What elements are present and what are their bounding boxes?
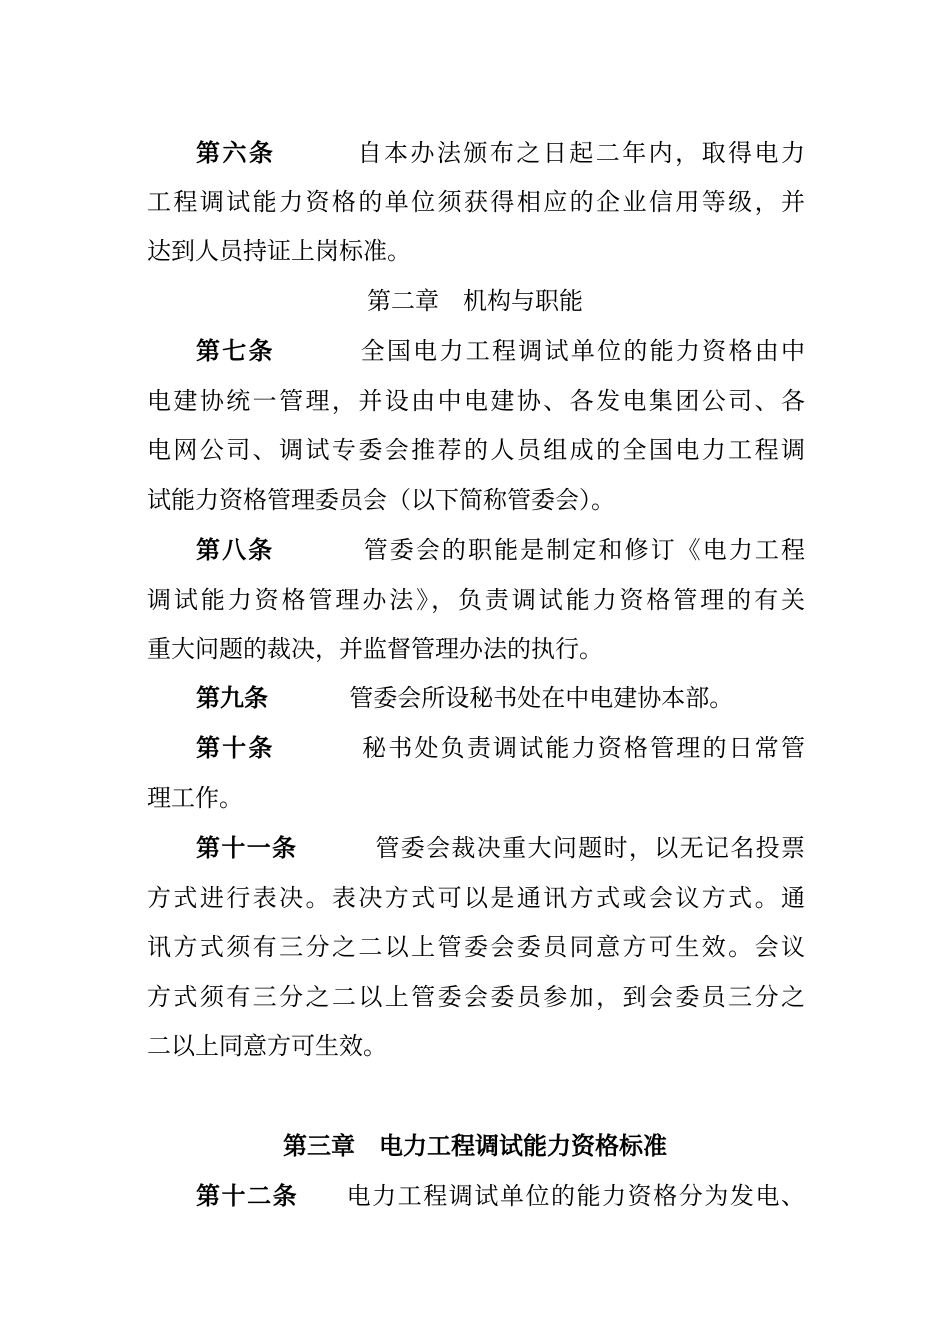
article-10-line-2: 理工作。 [147,784,243,812]
chapter-2-heading: 第二章 机构与职能 [367,287,583,315]
article-8-text-1: 管委会的职能是制定和修订《电力工程 [363,536,805,564]
article-11-label: 第十一条 [196,833,298,862]
article-6-line-2: 工程调试能力资格的单位须获得相应的企业信用等级，并 [147,188,805,216]
article-8-line-2: 调试能力资格管理办法》，负责调试能力资格管理的有关 [147,586,805,614]
article-9-text-1: 管委会所设秘书处在中电建协本部。 [349,684,734,712]
article-9-label: 第九条 [196,683,268,712]
article-11-line-5: 二以上同意方可生效。 [147,1032,387,1060]
article-9-line-1 [196,681,805,715]
article-7-text-1: 全国电力工程调试单位的能力资格由中 [360,337,805,365]
article-10-label: 第十条 [196,733,275,762]
article-11-line-2: 方式进行表决。表决方式可以是通讯方式或会议方式。通 [147,884,805,912]
article-7-line-4: 试能力资格管理委员会（以下简称管委会）。 [147,486,615,514]
article-10-line-1 [196,731,805,765]
article-7-line-2: 电建协统一管理，并设由中电建协、各发电集团公司、各 [147,387,805,415]
article-11-line-3: 讯方式须有三分之二以上管委会委员同意方可生效。会议 [147,933,805,961]
article-11-line-4: 方式须有三分之二以上管委会委员参加，到会委员三分之 [147,983,805,1011]
article-6-line-1 [196,136,805,170]
article-6-text-1: 自本办法颁布之日起二年内，取得电力 [357,139,805,167]
article-11-line-1 [196,831,805,865]
chapter-3-heading: 第三章 电力工程调试能力资格标准 [283,1131,667,1160]
article-12-line-1 [196,1179,805,1213]
article-10-text-1: 秘书处负责调试能力资格管理的日常管 [362,734,805,762]
article-8-label: 第八条 [196,535,275,564]
article-12-label: 第十二条 [196,1181,299,1210]
article-7-line-1 [196,334,805,368]
article-6-line-3: 达到人员持证上岗标准。 [147,237,411,265]
article-12-text-1: 电力工程调试单位的能力资格分为发电、 [346,1182,805,1210]
article-7-label: 第七条 [196,336,275,365]
article-11-text-1: 管委会裁决重大问题时，以无记名投票 [375,834,805,862]
article-8-line-3: 重大问题的裁决，并监督管理办法的执行。 [147,635,603,663]
article-6-label: 第六条 [196,138,276,167]
article-7-line-3: 电网公司、调试专委会推荐的人员组成的全国电力工程调 [147,436,805,464]
article-8-line-1 [196,533,805,567]
